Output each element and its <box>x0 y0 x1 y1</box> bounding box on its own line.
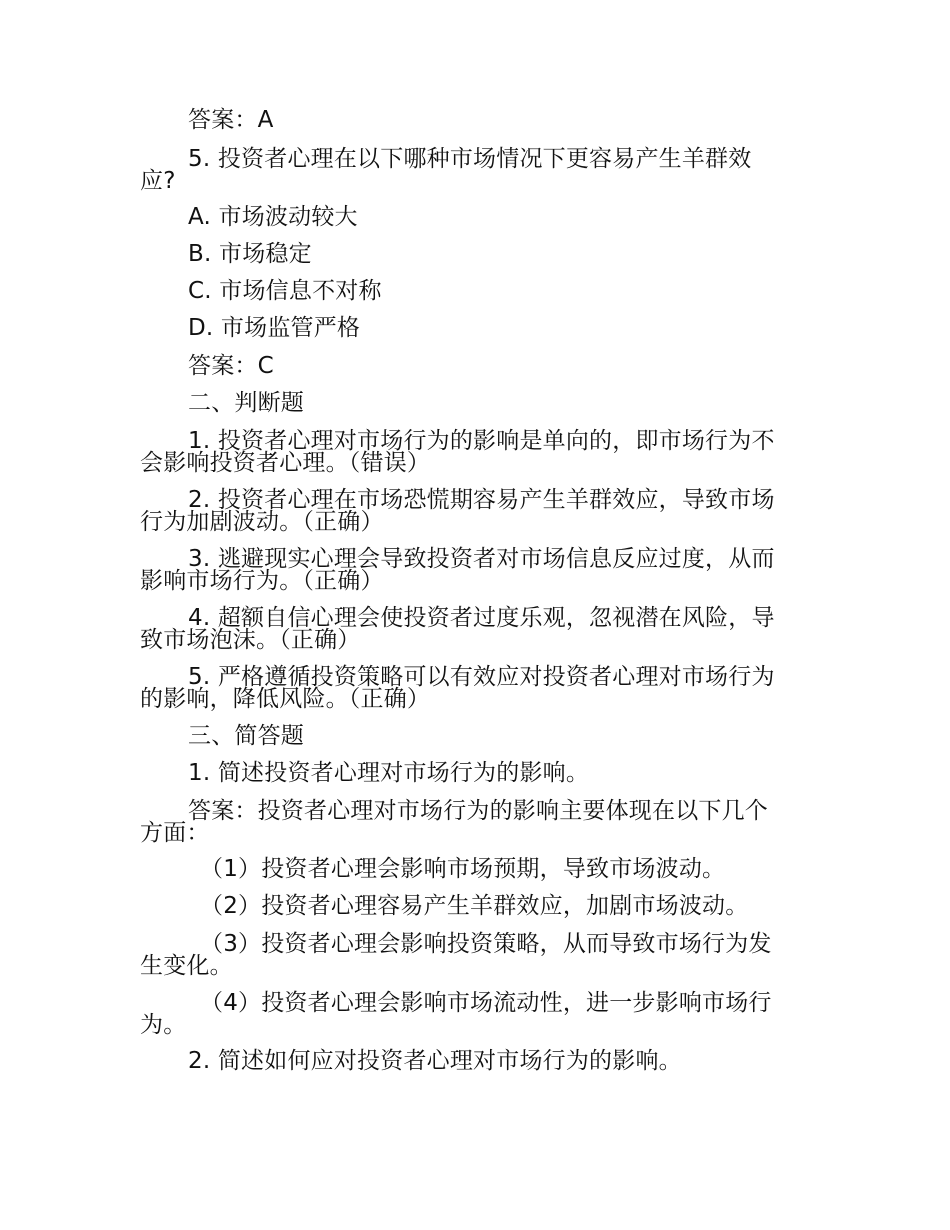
tf-item-2-line1: 2. 投资者心理在市场恐慌期容易产生羊群效应，导致市场 <box>188 487 775 513</box>
tf-item-2-line2: 行为加剧波动。（正确） <box>140 509 384 535</box>
q5-answer: 答案：C <box>188 353 274 379</box>
tf-item-4-line2: 致市场泡沫。（正确） <box>140 627 361 653</box>
q5-option-a: A. 市场波动较大 <box>188 204 358 230</box>
tf-item-4-line1: 4. 超额自信心理会使投资者过度乐观，忽视潜在风险，导 <box>188 605 775 631</box>
tf-item-3-line2: 影响市场行为。（正确） <box>140 568 384 594</box>
section3-heading: 三、简答题 <box>188 723 304 749</box>
tf-item-5-line1: 5. 严格遵循投资策略可以有效应对投资者心理对市场行为 <box>188 664 775 690</box>
tf-item-3-line1: 3. 逃避现实心理会导致投资者对市场信息反应过度，从而 <box>188 546 775 572</box>
tf-item-5-line2: 的影响，降低风险。（正确） <box>140 686 431 712</box>
q5-stem-line1: 5. 投资者心理在以下哪种市场情况下更容易产生羊群效 <box>188 146 752 172</box>
q5-option-c: C. 市场信息不对称 <box>188 278 382 304</box>
sa-point-1: （1）投资者心理会影响市场预期，导致市场波动。 <box>200 856 726 882</box>
q5-option-d: D. 市场监管严格 <box>188 315 361 341</box>
sa-point-3-line1: （3）投资者心理会影响投资策略，从而导致市场行为发 <box>200 931 772 957</box>
sa-answer-line1: 答案：投资者心理对市场行为的影响主要体现在以下几个 <box>188 798 768 824</box>
sa-point-2: （2）投资者心理容易产生羊群效应，加剧市场波动。 <box>200 893 749 919</box>
sa-answer-line2: 方面： <box>140 820 210 846</box>
q5-stem-line2: 应? <box>140 168 176 194</box>
section2-heading: 二、判断题 <box>188 390 304 416</box>
tf-item-1-line2: 会影响投资者心理。（错误） <box>140 450 431 476</box>
sa-point-4-line2: 为。 <box>140 1012 187 1038</box>
sa-point-4-line1: （4）投资者心理会影响市场流动性，进一步影响市场行 <box>200 990 772 1016</box>
q5-option-b: B. 市场稳定 <box>188 241 312 267</box>
sa-question-2: 2. 简述如何应对投资者心理对市场行为的影响。 <box>188 1048 682 1074</box>
tf-item-1-line1: 1. 投资者心理对市场行为的影响是单向的，即市场行为不 <box>188 428 775 454</box>
sa-question-1: 1. 简述投资者心理对市场行为的影响。 <box>188 760 590 786</box>
q4-answer: 答案：A <box>188 107 274 133</box>
sa-point-3-line2: 生变化。 <box>140 953 233 979</box>
